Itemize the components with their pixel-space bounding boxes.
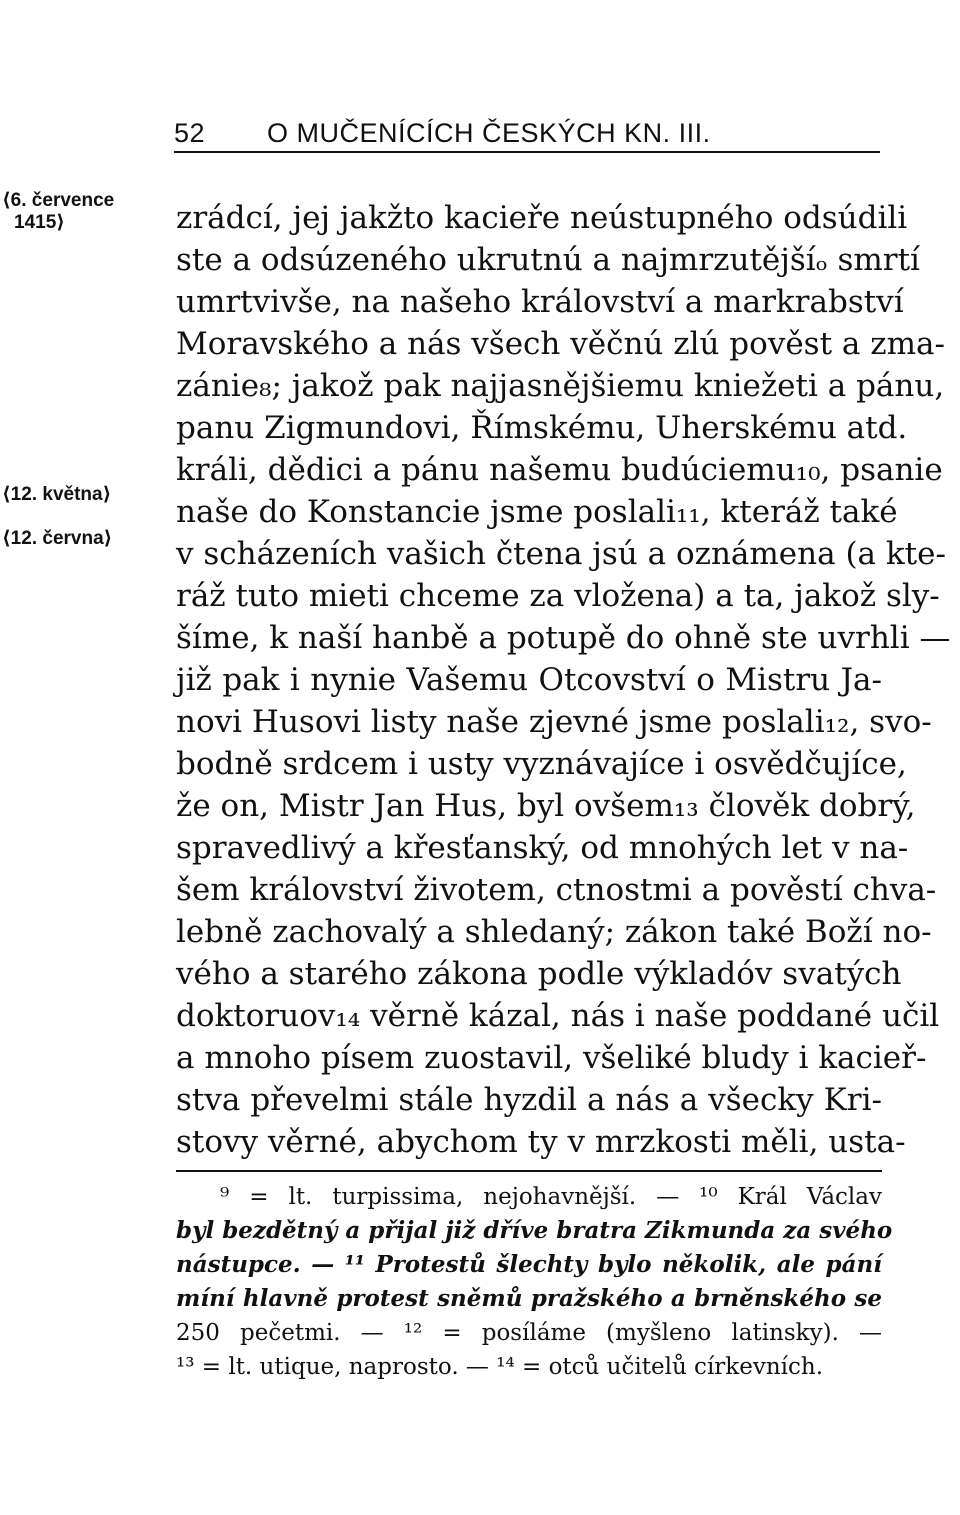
page-number: 52	[174, 118, 206, 148]
margin-note-date-6-july: ⟨6. července	[2, 190, 115, 211]
margin-note-date-12-june: ⟨12. června⟩	[2, 528, 113, 549]
footnote-line: ¹³ = lt. utique, naprosto. — ¹⁴ = otců učitelů církevních.	[176, 1354, 824, 1380]
body-line: zrádcí, jej jakžto kacieře neústupného odsúdili	[176, 200, 908, 236]
footnote-line: míní hlavně protest sněmů pražského a brněnského se	[176, 1285, 882, 1312]
body-line: stovy věrné, abychom ty v mrzkosti měli, usta-	[176, 1124, 906, 1160]
body-line: již pak i nynie Vašemu Otcovství o Mistru Ja-	[176, 662, 882, 698]
running-title: O MUČENÍCÍCH ČESKÝCH KN. III.	[267, 118, 711, 148]
body-line: že on, Mistr Jan Hus, byl ovšem₁₃ člověk dobrý,	[176, 788, 916, 824]
footnote-line: 250 pečetmi. — ¹² = posíláme (myšleno latinsky). —	[176, 1320, 882, 1346]
body-line: v scházeních vašich čtena jsú a oznámena (a kte-	[176, 536, 946, 572]
body-line: doktoruov₁₄ věrně kázal, nás i naše poddané učil	[176, 998, 940, 1034]
body-line: umrtvivše, na našeho království a markrabství	[176, 284, 904, 320]
footnote-line: nástupce. — ¹¹ Protestů šlechty bylo několik, ale pání	[176, 1251, 882, 1278]
body-line: ste a odsúzeného ukrutnú a najmrzutějšíₒ smrtí	[176, 242, 920, 278]
body-line: stva převelmi stále hyzdil a nás a všecky Kri-	[176, 1082, 882, 1118]
body-line: šem království životem, ctnostmi a pověstí chva-	[176, 872, 937, 908]
body-line: a mnoho písem zuostavil, všeliké bludy i kacieř-	[176, 1040, 927, 1076]
body-line: ráž tuto mieti chceme za vložena) a ta, jakož sly-	[176, 578, 940, 614]
body-line: naše do Konstancie jsme poslali₁₁, kteráž také	[176, 494, 898, 530]
body-line: spravedlivý a křesťanský, od mnohých let v na-	[176, 830, 909, 866]
footnote-line: ⁹ = lt. turpissima, nejohavnější. — ¹⁰ Král Václav	[220, 1184, 882, 1210]
margin-note-year-1415: 1415⟩	[14, 212, 65, 233]
body-line: zánie₈; jakož pak najjasnějšiemu kniežeti a pánu,	[176, 368, 945, 404]
footnote-line: byl bezdětný a přijal již dříve bratra Zikmunda za svého	[176, 1217, 893, 1244]
body-line: bodně srdcem i usty vyznávajíce i osvědčujíce,	[176, 746, 907, 782]
body-line: Moravského a nás všech věčnú zlú pověst a zma-	[176, 326, 945, 362]
body-line: panu Zigmundovi, Římskému, Uherskému atd.	[176, 410, 908, 446]
footnote-separator	[176, 1170, 882, 1172]
body-line: šíme, k naší hanbě a potupě do ohně ste uvrhli —	[176, 620, 951, 656]
body-line: králi, dědici a pánu našemu budúciemu₁₀, psanie	[176, 452, 943, 488]
body-line: novi Husovi listy naše zjevné jsme poslali₁₂, svo-	[176, 704, 932, 740]
margin-note-date-12-may: ⟨12. května⟩	[2, 484, 112, 505]
body-line: vého a starého zákona podle výkladóv svatých	[176, 956, 902, 992]
running-header	[174, 118, 880, 153]
body-line: lebně zachovalý a shledaný; zákon také Boží no-	[176, 914, 932, 950]
